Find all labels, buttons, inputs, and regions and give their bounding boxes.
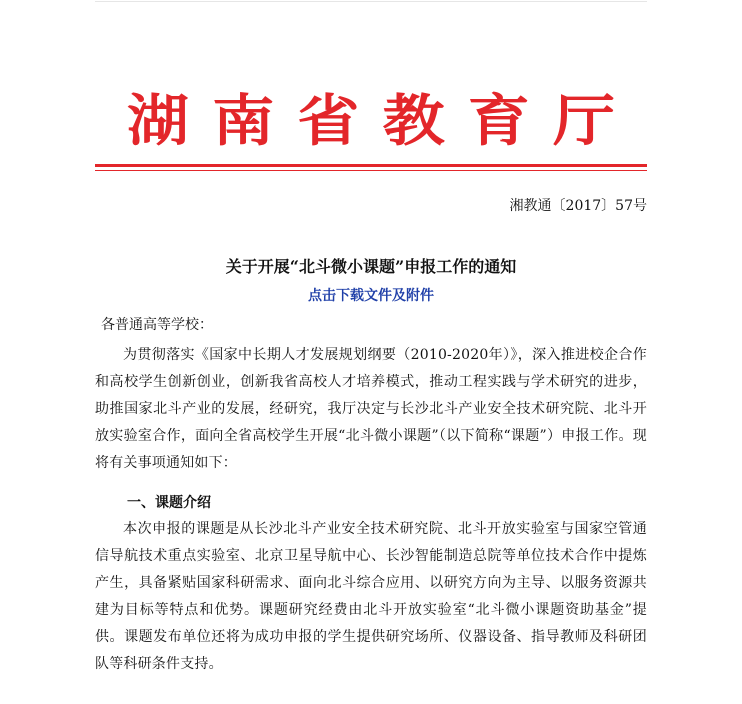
letterhead-char: 育 — [467, 87, 530, 154]
letterhead-char: 南 — [212, 87, 275, 154]
document-title: 关于开展“北斗微小课题”申报工作的通知 — [225, 257, 517, 276]
letterhead-char: 省 — [297, 87, 360, 154]
letterhead-title — [95, 76, 647, 166]
letterhead-divider-thin — [95, 170, 647, 171]
letterhead-char: 湖 — [127, 87, 190, 154]
body-paragraph: 本次申报的课题是从长沙北斗产业安全技术研究院、北斗开放实验室与国家空管通信导航技术重点实验室、北京卫星导航中心、长沙智能制造总院等单位技术合作中提炼产生，具备紧贴国家科研需求、面向北斗综合应用、以研究方向为主导、以服务资源共建为目标等特点和优势。课题研究经费由北斗开放实验室“北斗微小课题资助基金”提供。课题发布单位还将为成功申报的学生提供研究场所、仪器设备、指导教师及科研团队等科研条件支持。 — [95, 521, 647, 672]
body-paragraph: 为贯彻落实《国家中长期人才发展规划纲要（2010-2020年）》，深入推进校企合作和高校学生创新创业，创新我省高校人才培养模式，推动工程实践与学术研究的进步，助推国家北斗产业的发展，经研究，我厅决定与长沙北斗产业安全技术研究院、北斗开放实验室合作，面向全省高校学生开展“北斗微小课题”（以下简称“课题”）申报工作。现将有关事项通知如下： — [95, 347, 647, 471]
salutation: 各普通高等学校： — [101, 317, 213, 333]
letterhead-divider-thick — [95, 164, 647, 167]
section-heading: 一、课题介绍 — [127, 495, 211, 511]
letterhead-char: 厅 — [552, 87, 615, 154]
download-attachments-link[interactable]: 点击下载文件及附件 — [308, 288, 434, 304]
document-number: 湘教通〔2017〕57号 — [509, 198, 647, 214]
letterhead-char: 教 — [382, 87, 445, 154]
top-border-line — [95, 1, 647, 2]
